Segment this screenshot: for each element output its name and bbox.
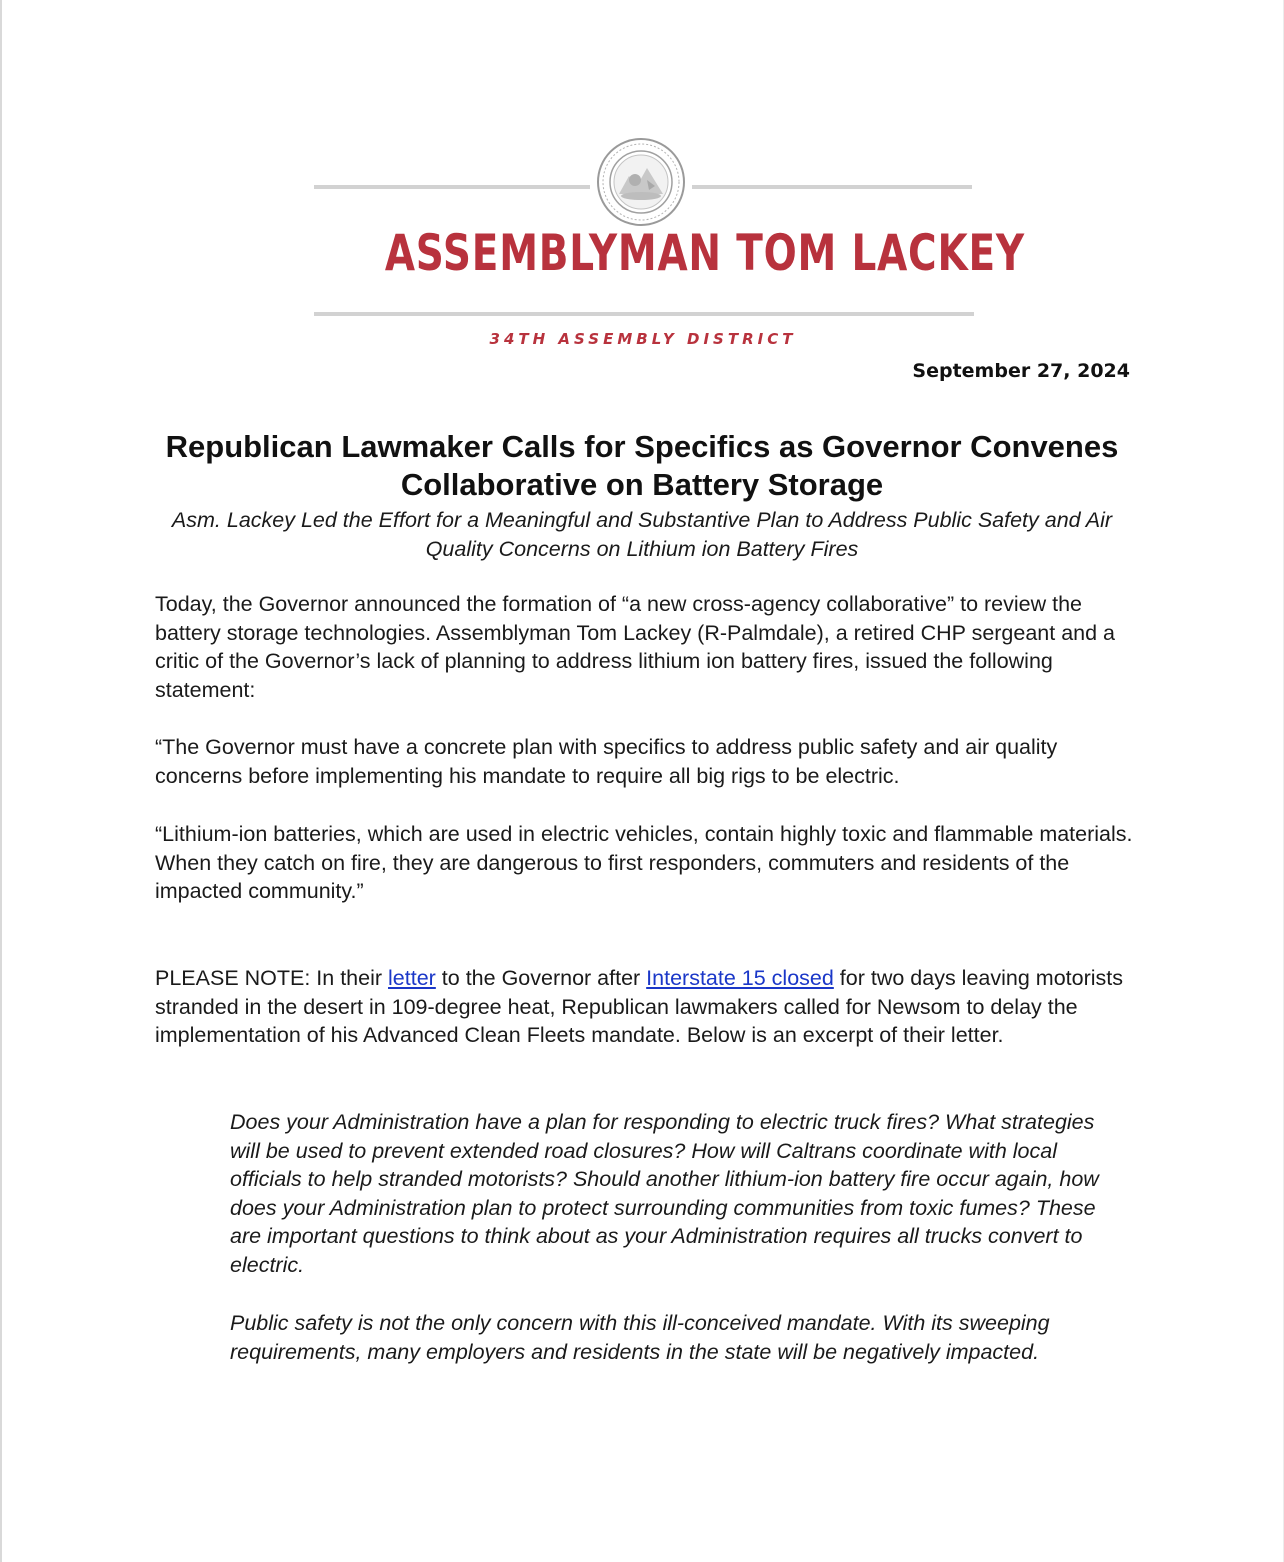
letter-link[interactable]: letter	[388, 966, 436, 990]
note-text-tail: for two days leaving motorists stranded in the desert in 109-degree heat, Republican lawmakers called for Newsom to delay the implementation of his Advanced Clean Fleets mandate. Below is an excerpt of their letter.	[155, 966, 1123, 1047]
state-seal-icon	[595, 136, 687, 228]
note-text-lead: PLEASE NOTE: In their	[155, 966, 389, 990]
letterhead-bottom-rule	[314, 312, 974, 316]
interstate-15-link[interactable]: Interstate 15 closed	[646, 966, 834, 990]
letterhead-top-rule-right	[692, 185, 972, 189]
letterhead-top-rule-left	[314, 185, 590, 189]
district-label: 34TH ASSEMBLY DISTRICT	[489, 330, 797, 348]
excerpt-paragraph-2: Public safety is not the only concern with this ill-conceived mandate. With its sweeping requirements, many employers and residents in the state will be negatively impacted.	[230, 1311, 1050, 1364]
statement-paragraph-1: “The Governor must have a concrete plan with specifics to address public safety and air quality concerns before implementing his mandate to require all big rigs to be electric.	[155, 735, 1058, 788]
brand-name: ASSEMBLYMAN TOM LACKEY	[384, 224, 1025, 282]
headline: Republican Lawmaker Calls for Specifics as Governor Convenes Collaborative on Battery Storage	[165, 429, 1119, 502]
excerpt-paragraph-1: Does your Administration have a plan for responding to electric truck fires? What strategies will be used to prevent extended road closures? How will Caltrans coordinate with local officials to help stranded motorists? Should another lithium-ion battery fire occur again, how does your Administration plan to protect surrounding communities from toxic fumes? These are important questions to think about as your Administration requires all trucks convert to electric.	[230, 1110, 1099, 1277]
intro-paragraph: Today, the Governor announced the formation of “a new cross-agency collaborative” to review the battery storage technologies. Assemblyman Tom Lackey (R-Palmdale), a retired CHP sergeant and a critic of the Governor’s lack of planning to address lithium ion battery fires, issued the following statement:	[155, 592, 1116, 702]
statement-paragraph-2: “Lithium-ion batteries, which are used in electric vehicles, contain highly toxic and flammable materials. When they catch on fire, they are dangerous to first responders, commuters and residents of the impacted community.”	[155, 822, 1133, 903]
subheadline: Asm. Lackey Led the Effort for a Meaningful and Substantive Plan to Address Public Safety and Air Quality Concerns on Lithium ion Battery Fires	[171, 508, 1113, 561]
letterhead	[312, 130, 1025, 360]
page-left-edge	[0, 0, 2, 1562]
note-text-middle: to the Governor after	[435, 966, 647, 990]
release-date: September 27, 2024	[912, 360, 1130, 382]
please-note-paragraph	[155, 964, 1135, 1050]
